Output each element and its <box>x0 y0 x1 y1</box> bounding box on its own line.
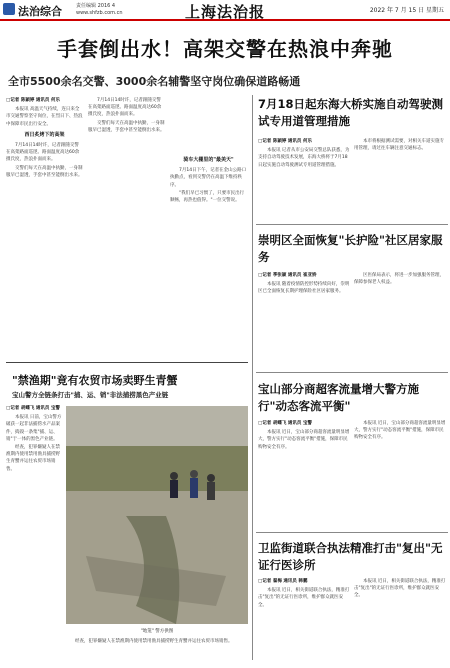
article-2-column-2 <box>354 138 446 218</box>
lead-subhead: 全市5500余名交警、3000余名辅警坚守岗位确保道路畅通 <box>8 75 301 88</box>
article-2-column-1 <box>258 138 350 218</box>
article-4-paragraph: 经查，犯罪嫌疑人在禁渔期内使用禁用渔具捕捞野生青蟹并运往农贸市场销售。 <box>6 445 60 472</box>
masthead <box>0 0 450 21</box>
section-divider <box>256 532 448 533</box>
newspaper-brand: 上海法治报 <box>185 3 266 21</box>
article-4-column-1 <box>6 405 62 660</box>
article-4-tail <box>66 638 248 662</box>
article-5-byline: □记者 胡蝶飞 通讯员 宝警 <box>258 421 312 426</box>
article-3-paragraph: 本报讯 随着疫情防控形势持续向好，崇明区已全面恢复长期护理保险社区居家服务。 <box>258 282 350 295</box>
section-name: 法治综合 <box>18 5 62 18</box>
lead-paragraph: 本报讯 高温天气持续，连日来全市交通警察坚守岗位，在烈日下、热浪中保障市民出行安全。 <box>6 107 83 127</box>
lead-paragraph: 7月14日14时许，记者跟随交警在高架路面巡逻。路面温度高达60余摄氏度，热浪扑面而来。 <box>6 143 80 163</box>
masthead-meta-line2: www.shfzb.com.cn <box>76 10 123 16</box>
lead-headline: 手套倒出水！高架交警在热浪中奔驰 <box>57 37 393 61</box>
article-2-paragraph: 本报讯 记者从市公安局交警总队获悉，为支持自动驾驶技术发展，东海大桥将于7月18日起实施自动驾驶测试专用道管理措施。 <box>258 148 350 168</box>
masthead-meta-line1: 责任编辑 2016 4 <box>76 3 116 9</box>
article-6-column-2 <box>354 578 446 662</box>
article-2-byline: □记者 陈颖婷 通讯员 何乐 <box>258 139 312 144</box>
article-5-column-1 <box>258 420 350 530</box>
article-6-paragraph: 本报讯 近日，相关街道联合执法，精准打击"复出"的无证行医诊所，维护群众就医安全。 <box>354 579 446 599</box>
article-6-byline: □记者 翟梅 通讯员 韩鹏 <box>258 579 308 584</box>
lead-column-1 <box>6 97 83 355</box>
article-4-subtitle: 宝山警方全链条打击"捕、运、销"非法捕捞黑色产业链 <box>12 391 169 399</box>
lead-byline: □记者 陈颖婷 通讯员 何乐 <box>6 98 60 103</box>
lead-subsection2-title: 骑车大棚里的"最美天" <box>183 157 234 163</box>
lead-paragraph: 交警们每天在高温中执勤，一身制服早已湿透，手套中甚至能倒出水来。 <box>6 165 83 178</box>
lead-paragraph: 7月14日14时许，记者跟随交警在高架路面巡逻。路面温度高达60余摄氏度，热浪扑面而来。 <box>88 98 162 118</box>
article-4-paragraph: 经查，犯罪嫌疑人在禁渔期内使用禁用渔具捕捞野生青蟹并运往农贸市场销售。 <box>75 639 233 644</box>
section-divider <box>6 362 248 363</box>
article-5-paragraph: 本报讯 近日，宝山部分商超客流量明显增大，警方实行"动态客流平衡"措施，保障市民购物安全有序。 <box>258 430 350 450</box>
lead-column-2 <box>88 97 165 355</box>
article-3-paragraph: 区医保局表示，将进一步加强服务管理，保障参保老人权益。 <box>354 273 444 286</box>
lead-column-3 <box>170 97 247 355</box>
article-4-paragraph: 本报讯 日前，宝山警方破获一起非法捕捞水产品案件，捣毁一条集"捕、运、销"于一体的黑色产业链。 <box>6 415 62 442</box>
article-3-column-1 <box>258 272 350 367</box>
photo-caption: "地笼" 警方供图 <box>140 629 174 634</box>
column-divider <box>252 95 253 660</box>
article-3-column-2 <box>354 272 446 367</box>
masthead-meta <box>76 3 123 17</box>
section-logo-icon <box>3 3 15 15</box>
article-2-paragraph: 本市将根据测试需要，对相关车道实施专用管理，请过往车辆注意交通标志。 <box>354 139 444 152</box>
lead-paragraph: 7月14日下午，记者在金山公路口执勤点，看到交警仍在高温下维持秩序。 <box>170 168 247 188</box>
article-5-paragraph: 本报讯 近日，宝山部分商超客流量明显增大，警方实行"动态客流平衡"措施，保障市民购物安全有序。 <box>354 421 446 441</box>
article-5-title: 宝山部分商超客流量增大警方施行"动态客流平衡" <box>258 382 419 413</box>
lead-paragraph: "我们早已习惯了，只要市民出行顺畅，再热也值得。"一位交警说。 <box>170 190 245 204</box>
article-3-title: 崇明区全面恢复"长护险"社区居家服务 <box>258 233 443 264</box>
news-photo <box>66 406 248 624</box>
lead-subsection-title: 西日炙烤下的高架 <box>24 131 65 138</box>
lead-paragraph: 交警们每天在高温中执勤，一身制服早已湿透，手套中甚至能倒出水来。 <box>88 120 165 133</box>
article-6-column-1 <box>258 578 350 662</box>
section-divider <box>256 372 448 373</box>
article-6-title: 卫监街道联合执法精准打击"复出"无证行医诊所 <box>258 541 443 572</box>
section-divider <box>256 224 448 225</box>
issue-date: 2022 年 7 月 15 日 星期五 <box>369 7 444 14</box>
article-4-byline: □记者 胡蝶飞 通讯员 宝警 <box>6 406 60 411</box>
article-3-byline: □记者 季张颖 通讯员 崔亚娇 <box>258 273 317 278</box>
article-2-title: 7月18日起东海大桥实施自动驾驶测试专用道管理措施 <box>258 97 444 128</box>
article-6-paragraph: 本报讯 近日，相关街道联合执法，精准打击"复出"的无证行医诊所，维护群众就医安全。 <box>258 588 350 608</box>
article-5-column-2 <box>354 420 446 530</box>
crab-trap-photo-icon <box>66 406 248 624</box>
article-4-title: "禁渔期"竟有农贸市场卖野生青蟹 <box>12 374 178 387</box>
